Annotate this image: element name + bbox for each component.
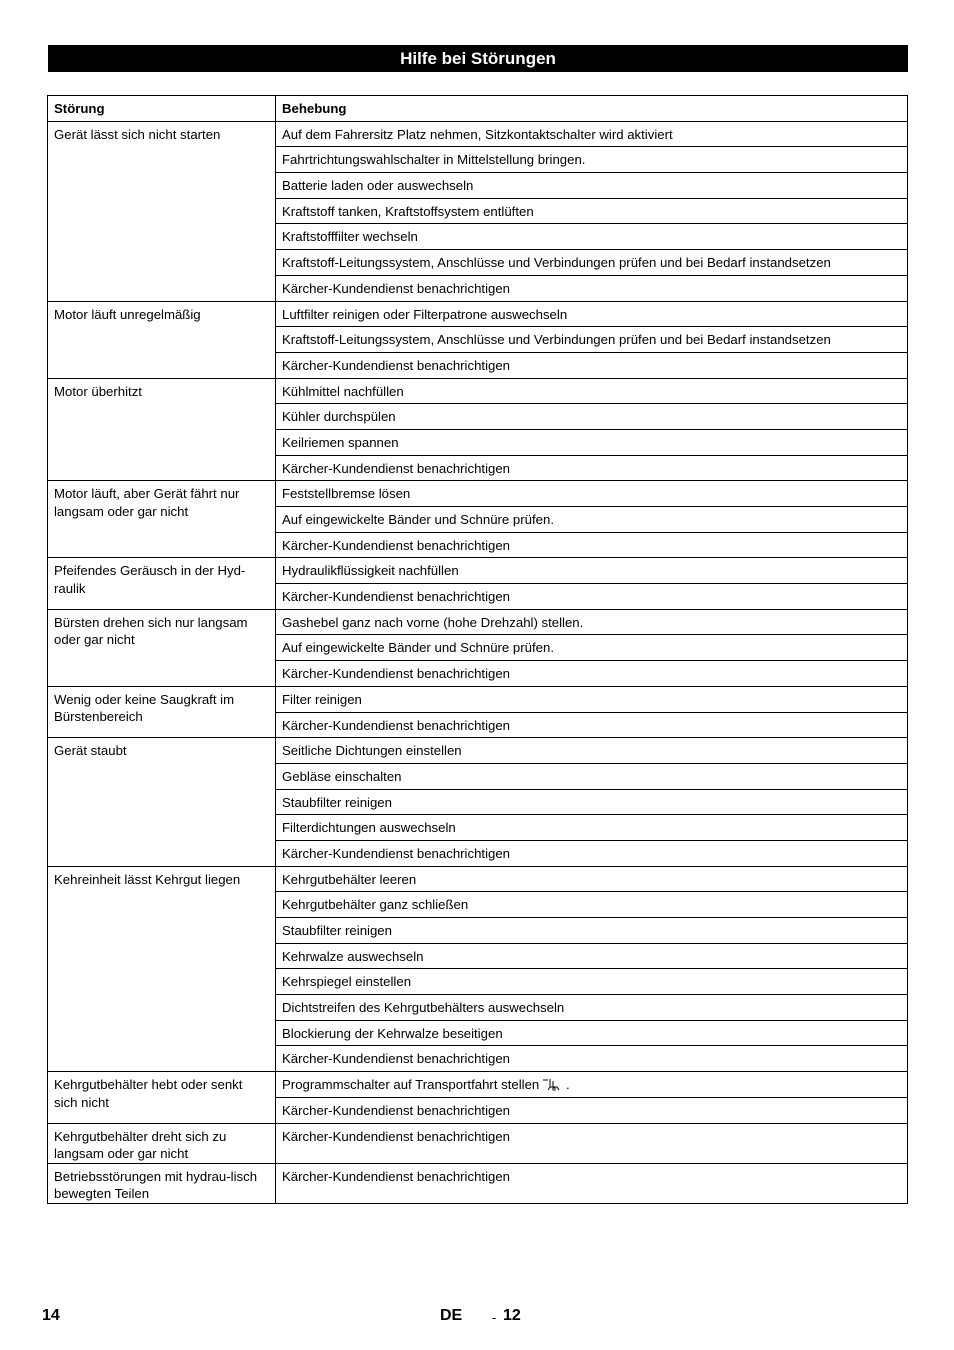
- table-row: [48, 866, 908, 892]
- remedy-cell: Luftfilter reinigen oder Filterpatrone auswechseln: [276, 301, 908, 327]
- remedy-cell: Filter reinigen: [276, 686, 908, 712]
- column-header-fault: Störung: [48, 96, 276, 122]
- remedy-cell: Keilriemen spannen: [276, 429, 908, 455]
- fault-cell: Motor läuft, aber Gerät fährt nur langsam oder gar nicht: [48, 481, 276, 558]
- remedy-cell: Kühler durchspülen: [276, 404, 908, 430]
- remedy-cell: Staubfilter reinigen: [276, 918, 908, 944]
- remedy-cell: Gashebel ganz nach vorne (hohe Drehzahl) stellen.: [276, 609, 908, 635]
- table-row: [48, 738, 908, 764]
- page-title-bar: [48, 45, 908, 72]
- fault-cell: Betriebsstörungen mit hydrau-lisch bewegten Teilen: [48, 1163, 276, 1203]
- table-row: [48, 686, 908, 712]
- remedy-cell: Kehrgutbehälter ganz schließen: [276, 892, 908, 918]
- remedy-cell: Kärcher-Kundendienst benachrichtigen: [276, 1163, 908, 1203]
- table-row: [48, 481, 908, 507]
- page-title: Hilfe bei Störungen: [400, 48, 556, 68]
- troubleshooting-table: [47, 95, 908, 1204]
- remedy-cell: Staubfilter reinigen: [276, 789, 908, 815]
- remedy-cell: Kärcher-Kundendienst benachrichtigen: [276, 1046, 908, 1072]
- remedy-cell: Gebläse einschalten: [276, 763, 908, 789]
- remedy-cell: Dichtstreifen des Kehrgutbehälters auswechseln: [276, 995, 908, 1021]
- table-row: [48, 378, 908, 404]
- fault-cell: Wenig oder keine Saugkraft im Bürstenbereich: [48, 686, 276, 737]
- fault-cell: Bürsten drehen sich nur langsam oder gar nicht: [48, 609, 276, 686]
- remedy-cell: Auf eingewickelte Bänder und Schnüre prüfen.: [276, 635, 908, 661]
- remedy-cell: Kehrgutbehälter leeren: [276, 866, 908, 892]
- page-number: 12: [503, 1307, 521, 1324]
- remedy-cell: Kärcher-Kundendienst benachrichtigen: [276, 584, 908, 610]
- fault-cell: Kehrgutbehälter dreht sich zu langsam oder gar nicht: [48, 1123, 276, 1163]
- table-row: [48, 1072, 908, 1098]
- fault-cell: Motor überhitzt: [48, 378, 276, 481]
- remedy-cell: Kraftstofffilter wechseln: [276, 224, 908, 250]
- fault-cell: Motor läuft unregelmäßig: [48, 301, 276, 378]
- fault-cell: Pfeifendes Geräusch in der Hyd-raulik: [48, 558, 276, 609]
- remedy-cell: Auf eingewickelte Bänder und Schnüre prüfen.: [276, 507, 908, 533]
- remedy-cell: Kärcher-Kundendienst benachrichtigen: [276, 1123, 908, 1163]
- table-header-row: [48, 96, 908, 122]
- remedy-cell: Blockierung der Kehrwalze beseitigen: [276, 1020, 908, 1046]
- remedy-cell: Hydraulikflüssigkeit nachfüllen: [276, 558, 908, 584]
- fault-cell: Gerät lässt sich nicht starten: [48, 121, 276, 301]
- table-row: [48, 558, 908, 584]
- remedy-text: Programmschalter auf Transportfahrt stellen: [282, 1077, 540, 1093]
- transport-mode-icon: [542, 1077, 562, 1096]
- remedy-suffix: .: [565, 1077, 570, 1093]
- remedy-cell: Kärcher-Kundendienst benachrichtigen: [276, 1097, 908, 1123]
- remedy-cell: Kärcher-Kundendienst benachrichtigen: [276, 661, 908, 687]
- table-row: [48, 301, 908, 327]
- remedy-cell: Kärcher-Kundendienst benachrichtigen: [276, 275, 908, 301]
- remedy-cell: Kraftstoff tanken, Kraftstoffsystem entlüften: [276, 198, 908, 224]
- table-row: [48, 1123, 908, 1163]
- remedy-cell: Kärcher-Kundendienst benachrichtigen: [276, 532, 908, 558]
- remedy-cell: Batterie laden oder auswechseln: [276, 173, 908, 199]
- remedy-cell: Kraftstoff-Leitungssystem, Anschlüsse und Verbindungen prüfen und bei Bedarf instandsetzen: [276, 250, 908, 276]
- table-row: [48, 609, 908, 635]
- fault-cell: Kehreinheit lässt Kehrgut liegen: [48, 866, 276, 1072]
- table-row: [48, 1163, 908, 1203]
- remedy-cell: Kühlmittel nachfüllen: [276, 378, 908, 404]
- remedy-cell: Kärcher-Kundendienst benachrichtigen: [276, 712, 908, 738]
- remedy-cell: Kehrwalze auswechseln: [276, 943, 908, 969]
- remedy-cell: Filterdichtungen auswechseln: [276, 815, 908, 841]
- remedy-cell: Kärcher-Kundendienst benachrichtigen: [276, 840, 908, 866]
- table-body: [48, 121, 908, 1203]
- remedy-cell: [276, 1072, 908, 1098]
- page-separator: -: [492, 1310, 497, 1325]
- remedy-cell: Kärcher-Kundendienst benachrichtigen: [276, 455, 908, 481]
- remedy-cell: Fahrtrichtungswahlschalter in Mittelstellung bringen.: [276, 147, 908, 173]
- remedy-cell: Feststellbremse lösen: [276, 481, 908, 507]
- remedy-cell: Kraftstoff-Leitungssystem, Anschlüsse und Verbindungen prüfen und bei Bedarf instandsetzen: [276, 327, 908, 353]
- column-header-remedy: Behebung: [276, 96, 908, 122]
- remedy-cell: Kehrspiegel einstellen: [276, 969, 908, 995]
- language-code: DE: [440, 1307, 463, 1324]
- page-number-left: 14: [42, 1307, 60, 1324]
- fault-cell: Gerät staubt: [48, 738, 276, 866]
- fault-cell: Kehrgutbehälter hebt oder senkt sich nicht: [48, 1072, 276, 1123]
- table-row: [48, 121, 908, 147]
- remedy-cell: Auf dem Fahrersitz Platz nehmen, Sitzkontaktschalter wird aktiviert: [276, 121, 908, 147]
- remedy-cell: Seitliche Dichtungen einstellen: [276, 738, 908, 764]
- remedy-cell: Kärcher-Kundendienst benachrichtigen: [276, 352, 908, 378]
